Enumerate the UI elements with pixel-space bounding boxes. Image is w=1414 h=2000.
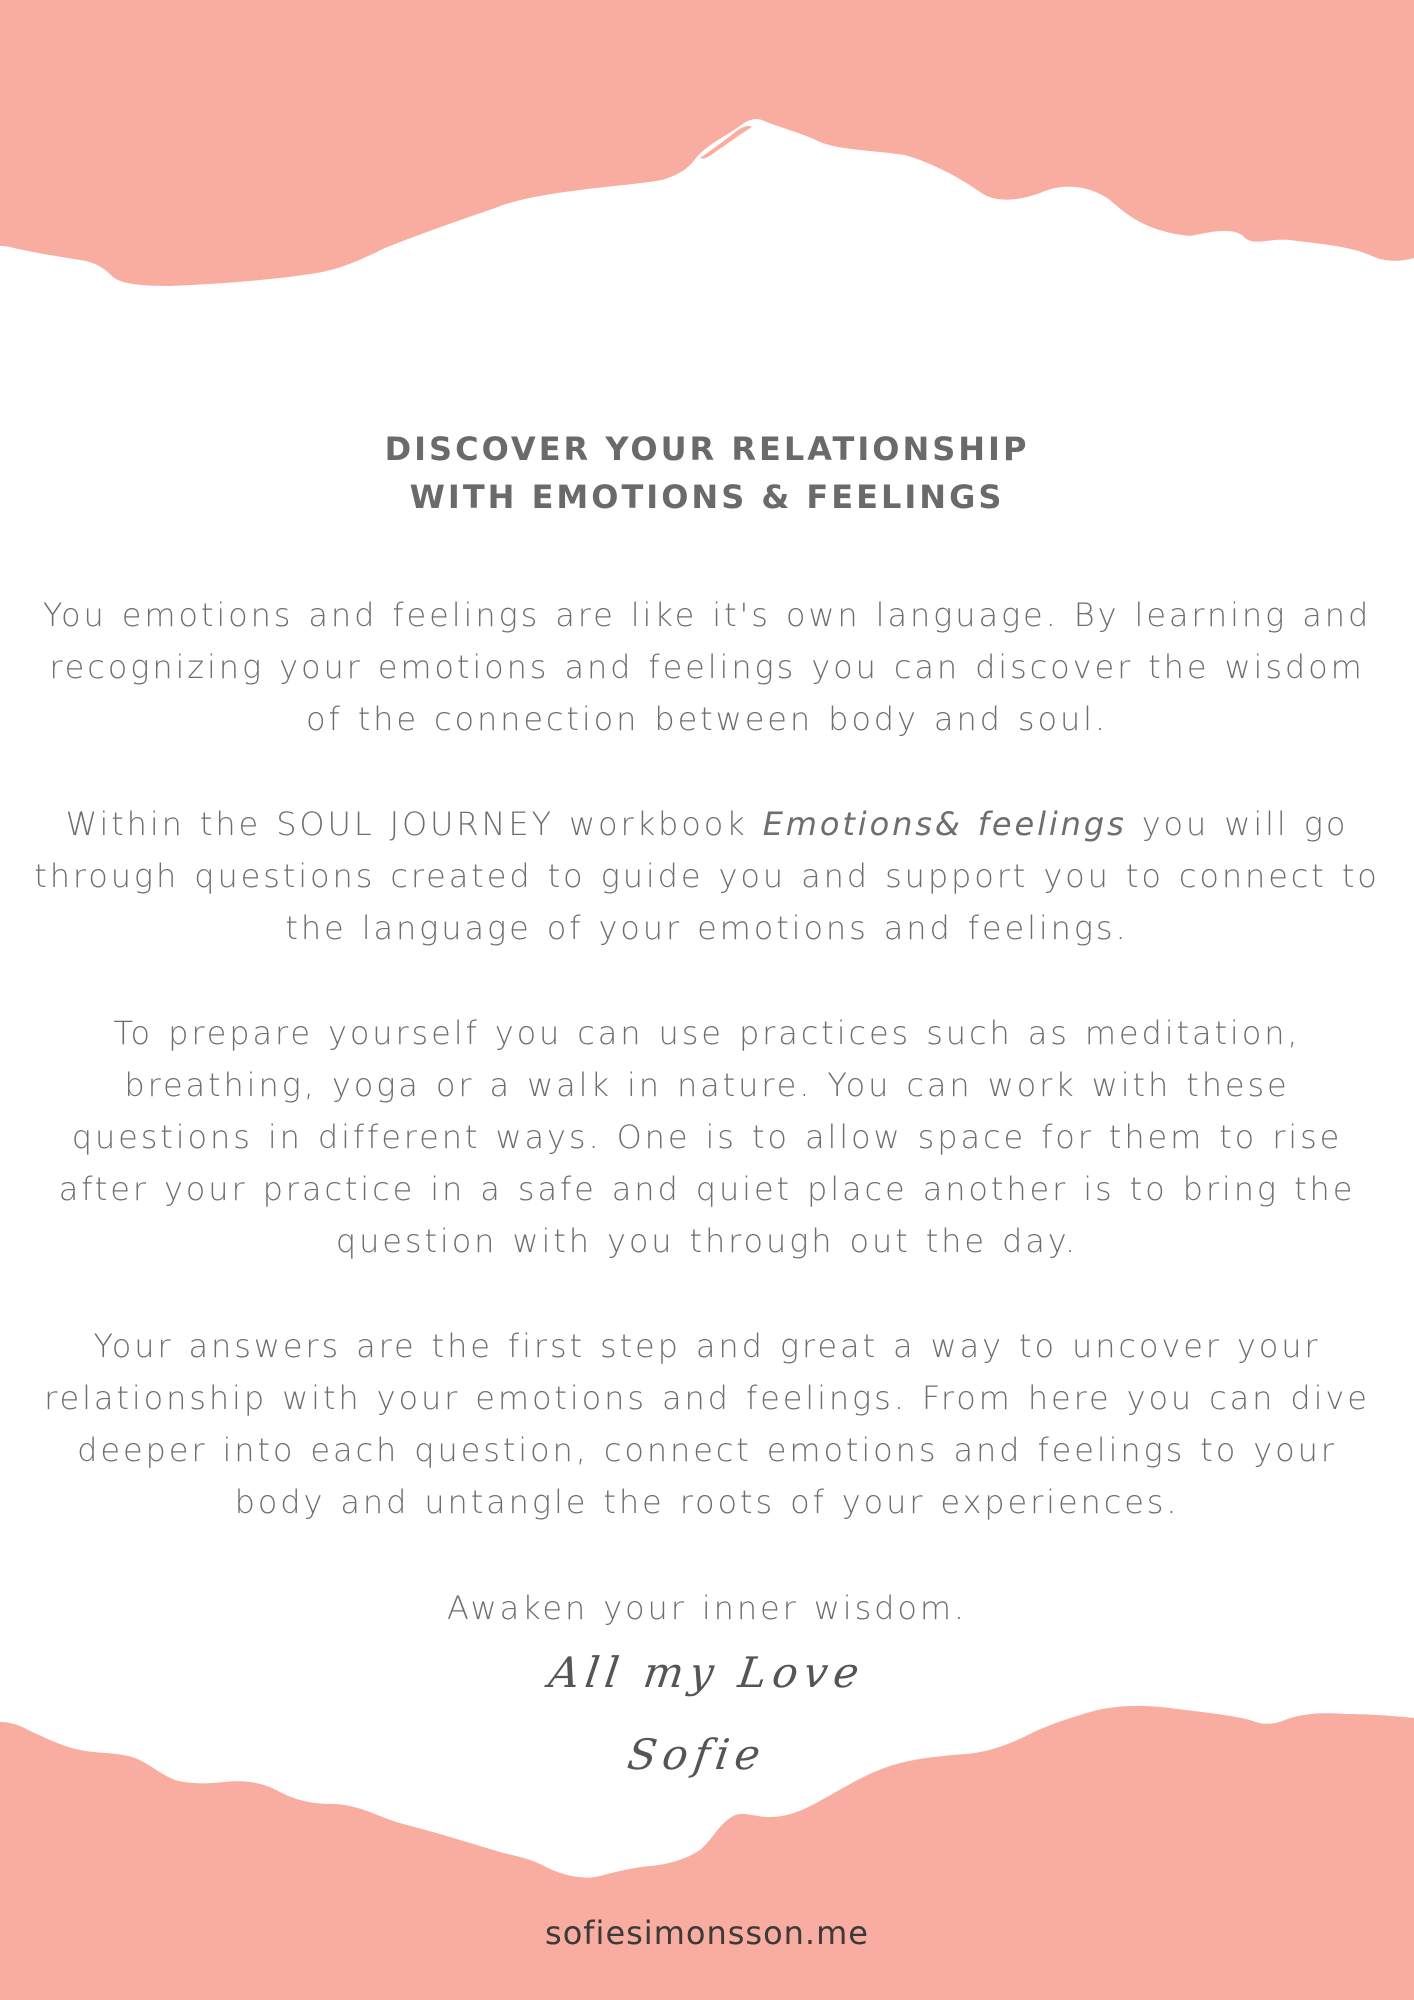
- paragraph-line: of the connection between body and soul.: [305, 700, 1108, 738]
- paragraph-line: deeper into each question, connect emotions and feelings to your: [77, 1431, 1337, 1469]
- closing-line: Awaken your inner wisdom.: [447, 1589, 967, 1627]
- paragraph-line: after your practice in a safe and quiet place another is to bring the: [58, 1170, 1356, 1208]
- paragraph-line: [0, 798, 1414, 850]
- workbook-paragraph: [0, 798, 1414, 954]
- preparation-paragraph: [0, 1007, 1414, 1267]
- footer-website-link[interactable]: sofiesimonsson.me: [545, 1914, 869, 1952]
- intro-paragraph: [0, 589, 1414, 745]
- paragraph-line: the language of your emotions and feelings.: [285, 909, 1129, 947]
- paragraph-line: body and untangle the roots of your experiences.: [234, 1483, 1180, 1521]
- paragraph-line: To prepare yourself you can use practices such as meditation,: [113, 1014, 1301, 1052]
- paragraph-line: recognizing your emotions and feelings you can discover the wisdom: [49, 648, 1365, 686]
- page-heading: [0, 425, 1414, 521]
- workbook-title: Emotions& feelings: [762, 805, 1127, 843]
- paragraph-line: relationship with your emotions and feelings. From here you can dive: [44, 1379, 1370, 1417]
- heading-line-2: WITH EMOTIONS & FEELINGS: [409, 478, 1005, 516]
- top-pink-torn-edge: [0, 0, 1414, 286]
- workbook-text-after: you will go: [1126, 805, 1349, 843]
- paragraph-line: questions in different ways. One is to allow space for them to rise: [71, 1118, 1343, 1156]
- paragraph-line: breathing, yoga or a walk in nature. You can work with these: [124, 1066, 1290, 1104]
- paragraph-line: You emotions and feelings are like it's own language. By learning and: [42, 596, 1372, 634]
- paragraph-line: through questions created to guide you and support you to connect to: [34, 857, 1380, 895]
- signature-name: Sofie: [624, 1730, 770, 1779]
- signature-line-1: All my Love: [545, 1648, 869, 1697]
- answers-paragraph: [0, 1320, 1414, 1528]
- heading-line-1: DISCOVER YOUR RELATIONSHIP: [384, 430, 1030, 468]
- paragraph-line: Your answers are the first step and great a way to uncover your: [93, 1327, 1321, 1365]
- top-decorative-shape: [0, 0, 1414, 300]
- workbook-text-before: Within the SOUL JOURNEY workbook: [65, 805, 763, 843]
- paragraph-line: question with you through out the day.: [335, 1222, 1079, 1260]
